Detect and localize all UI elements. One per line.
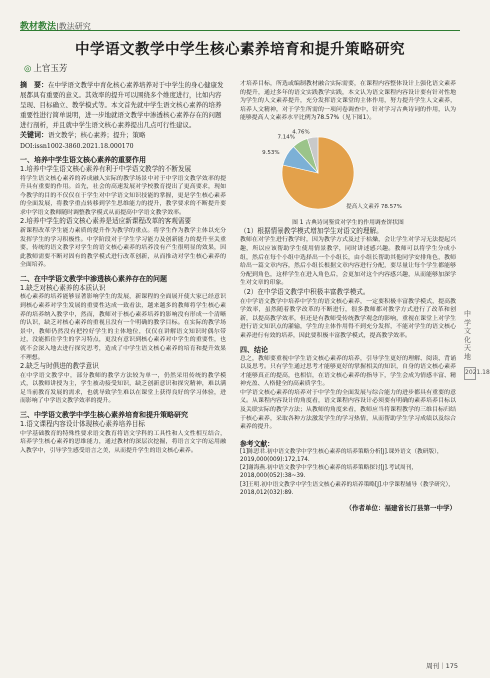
pie-slice-label: 7.14% bbox=[277, 134, 296, 141]
column-header bbox=[20, 14, 460, 31]
figure-caption: 图 1 古典诗词鉴赏对学生的作用调查饼状图 bbox=[292, 219, 404, 226]
section-4-para-1: 总之，教师要重视中学生语文核心素养的培养，引导学生更好的理解、阅读、背诵以及思考。只有学生通过思考才能够更好的掌握相关的知识，自身的语文核心素养才能够真正的提高，也相信，在语文核心素养的指导下，学生会成为情感丰富、精神充盈、人格健全的高素质学生。 bbox=[240, 355, 456, 388]
right-column bbox=[240, 80, 456, 512]
pie-slice-label: 4.76% bbox=[292, 129, 310, 136]
section-2-sub-1: 1.缺乏对核心素养的本质认识 bbox=[20, 283, 106, 292]
side-tab-year: 2021.18 bbox=[464, 367, 476, 380]
right-para-0: 才培养目标，所选或编制教材融合实际需要，在课程内容整体设计上强化语文素养的提升，通过多年的语文实践教学实践，本文认为语文课程内容设计要有针对性地为学生的人文素养提升，充分发挥语文课堂的主体作用，努力提升学生人文素养，培养人文精神，对于学生所需的一项问卷调查中，针对学习古典诗词的作用，认为能够提高人文素养水平比例为78.57%（见下图1）。 bbox=[240, 81, 456, 122]
author-unit: （作者单位：福建省长汀县第一中学） bbox=[345, 504, 456, 513]
right-sub-2: （2）在中学语文教学中积极丰富教学模式。 bbox=[240, 288, 370, 297]
abstract-label: 摘 要： bbox=[20, 80, 48, 89]
right-para-2: 在中学语文教学中培养中学生的语文核心素养，一定要积极丰富教学模式，提高教学效率，虽然随着教学改革的不断进行，很多教师都对教学方式进行了改革和创新，以提高教学效率，但还是有教师受传统教学观念的影响，重视在课堂上对学生进行语文知识点的灌输，学生的主体作用得不到充分发挥，不能对学生的语文核心素养进行有效的培养，因此要积极丰富教学模式，提高教学效率。 bbox=[240, 298, 456, 339]
pie-slice-label: 9.53% bbox=[262, 149, 280, 156]
abstract-text: 在中学语文教学中育化核心素养培养对于中学生的身心健康发展都具有重要的意义。其效率的提升可以围绕多个维度进行，比如内容呈现、目标确立、教学模式等。本文首先就中学生语文核心素养的培养重要性进行简单说明，进一步地就语文教学中渗透核心素养存在的问题进行剖析，并且就中学生语文核心素养提出几点可行性建议。 bbox=[20, 81, 224, 129]
keywords bbox=[20, 130, 226, 140]
side-tab-text: 中学文化天地 bbox=[464, 310, 471, 361]
subcolumn-label: |教法研究 bbox=[56, 22, 91, 31]
doi: DOI:issn1002-3860.2021.18.000170 bbox=[20, 143, 134, 150]
section-1-heading: 一、培养中学生语文核心素养的重要作用 bbox=[20, 156, 146, 164]
reference-item: [2]谢海燕.初中语文教学中学生核心素养的培养策略探讨[J].考试周刊，2018,000(052):38~39. bbox=[240, 465, 418, 480]
section-3-heading: 三、中学语文教学中学生核心素养培育和提升策略研究 bbox=[20, 411, 188, 420]
reference-item: [3]王明.初中语文教学中学生语文核心素养的培养策略[J].中学课程辅导（教学研究），2018,012(032):89. bbox=[240, 481, 454, 496]
references-heading: 参考文献： bbox=[240, 439, 274, 448]
section-1-para-2: 新课程改革学生能力素质的提升作为教学的重点。将学生作为教学主体以充分发挥学生的学习积极性。中学阶段对于学生学习能力及创新能力的提升至关重要，传统的语文教学对学生的语文核心素养的培养没有产生很明显的效果，因此教师需要不断对固有的教学模式进行改革创新，从而推动对学生核心素养的全面培养。 bbox=[20, 227, 226, 269]
article-title: 中学语文教学中学生核心素养培育和提升策略研究 bbox=[75, 41, 405, 58]
section-4-para-2: 中学语文核心素养的培养对于中学生的全面发展与综合能力的进步都具有重要的意义。从课程内容设计的角度看，语文课程内容设计必须要有明确的素养培养目标以及关联实际的教学方法；从教师的角度来看，教师应当将课程教学的三维目标归结于核心素养，采取各种方法激发学生的学习热情，从而帮助学生学习成绩以及综合素养的提升。 bbox=[240, 389, 456, 431]
pie-slice-label: 提高人文素养 78.57% bbox=[346, 203, 402, 210]
pie-chart bbox=[248, 127, 448, 219]
reference-item: [1]陈思君.初中语文教学中学生核心素养的培养策略分析[J].课外语文（教研版），2019,000(009):172,174. bbox=[240, 448, 443, 464]
abstract bbox=[20, 80, 226, 130]
page-footer: 周刊｜175 bbox=[426, 662, 458, 670]
side-tab bbox=[464, 310, 490, 380]
section-3-para-1: 中学基础教育的特殊性要求语文教育将语文学科的工具性和人文性相互结合，培养学生核心素养的思维能力，通过教材的深层次挖掘，将语言文字的运用融入教学中，引导学生感受语言之美，从而提升学生的语文核心素养。 bbox=[20, 430, 226, 454]
section-1-sub-2: 2.培养中学生的语文核心素养是适应新课程改革的客观需要 bbox=[20, 217, 192, 226]
section-2-para-1: 核心素养的培养能够显著影响学生的发展，新课程的全面展开使大家已经意识到核心素养对学生发展的重要性达成一致看法，越来越多的教师将学生核心素养的培养纳入教学中，然而，教师对于核心素养培养的影响没有形成一个清晰的认识，缺乏对核心素养的重视且没有一个明确的教学目标。在实际的教学场景中，教师仍然没有把控好学生的主体地位，仅仅在讲解语文知识时偶尔带过，没能抓住学生的学习特点，更没有意识到核心素养对中学生的重要性，也就不会深入地去进行探究思考，造成了中学生语文核心素养的培育和提升效果不理想。 bbox=[20, 294, 226, 361]
section-3-sub-1: 1.语文课程内容设计体现核心素养培养目标 bbox=[20, 420, 145, 429]
right-para-1: 教师在对学生进行教学时，因为教学方式及过于枯燥，会让学生对学习无法提起兴趣，所以应该帮助学生使用情景教学，同时讲述感兴趣。教师可以将学生分成小组，然后在每个小组中选择出一个小组长，由小组长帮助其他同学安排角色，教师给出一篇文章内容，然后小组长根据文章内容进行分配，要尽量让每个学生都能够分配到角色，这样学生在进入角色后，会更加对这个内容感兴趣，从而能够加深学生对文章的印象。 bbox=[240, 237, 456, 287]
section-1-para-1: 将学生语文核心素养的养成融入实际的教学场景中对于中学语文教学效率的提升具有重要的作用。首先，社会的高速发展对学校教育提出了更高要求，现如今教学的目的不仅仅在于学生对中学语文知识技能的掌握，更是学生核心素养的全面发展，将教学重点转移到学生思维能力的提升，教学要求的不断提升要求中学语文教师随时调整教学模式从而提高中学语文教学效率。 bbox=[20, 175, 226, 216]
keywords-text: 语文教学；核心素养；提升；策略 bbox=[48, 131, 146, 139]
column-label: 教材教法 bbox=[20, 22, 57, 32]
section-1-sub-1: 1.培养中学生语文核心素养有利于中学语文教学的不断发展 bbox=[20, 165, 192, 173]
section-2-sub-2: 2.缺乏与时俱进的教学意识 bbox=[20, 362, 99, 371]
author-marker-icon: ◎ bbox=[24, 64, 32, 74]
pie-chart-figure bbox=[248, 127, 448, 219]
author-name: 上官玉芳 bbox=[33, 64, 68, 74]
section-2-para-2: 在中学语文教学中，部分教师的教学方法较为单一，仍然采用传统的教学模式，以教师讲授为主，学生被动接受知识，缺乏创新意识和探究精神，难以满足当前教育发展的需求，也就导致学生难以在课堂上获得良好的学习体验，进而影响了中学语文教学效率的提升。 bbox=[20, 372, 226, 405]
section-4-heading: 四、结论 bbox=[240, 345, 268, 354]
section-2-heading: 二、在中学语文教学中渗透核心素养存在的问题 bbox=[20, 274, 167, 283]
right-sub-1: （1）根据情景教学模式增加学生对语文的理解。 bbox=[240, 226, 383, 235]
keywords-label: 关键词： bbox=[20, 130, 48, 139]
left-column bbox=[20, 80, 226, 455]
author-line bbox=[24, 62, 67, 74]
